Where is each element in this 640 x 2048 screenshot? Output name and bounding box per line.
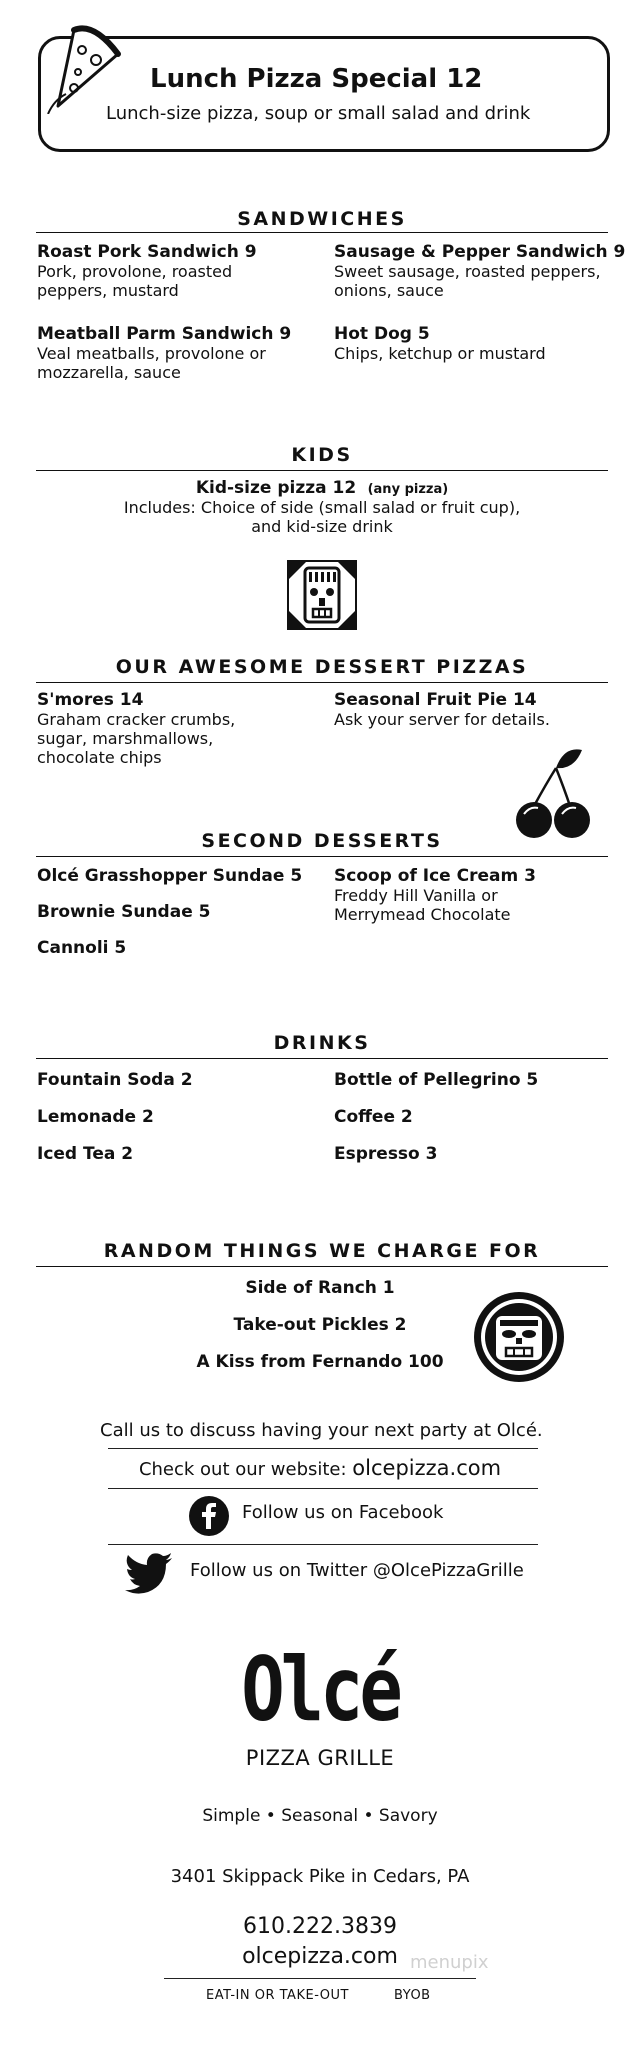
website-link-bottom[interactable]: olcepizza.com: [242, 1944, 398, 1969]
address: 3401 Skippack Pike in Cedars, PA: [170, 1866, 470, 1887]
watermark: menupix: [410, 1952, 489, 1973]
menu-item: [334, 242, 625, 300]
menu-item: [37, 690, 235, 767]
item-desc: onions, sauce: [334, 281, 444, 300]
item-desc: Veal meatballs, provolone or: [37, 344, 266, 363]
item-name: Seasonal Fruit Pie 14: [334, 690, 537, 710]
item-name: S'mores 14: [37, 690, 144, 710]
menu-item: [334, 324, 546, 363]
dessert-pizzas-divider: [36, 682, 608, 683]
mask-medallion-icon: [472, 1290, 566, 1384]
tagline: Simple • Seasonal • Savory: [202, 1806, 438, 1826]
brand-logo: Olcé: [241, 1638, 399, 1741]
kids-divider: [36, 470, 608, 471]
brand-subtitle: PIZZA GRILLE: [245, 1746, 395, 1770]
twitter-text[interactable]: Follow us on Twitter @OlcePizzaGrille: [190, 1560, 524, 1581]
second-desserts-heading: SECOND DESSERTS: [201, 830, 443, 852]
website-prefix: Check out our website:: [138, 1459, 353, 1480]
kids-heading: KIDS: [291, 444, 353, 466]
item-desc: sugar, marshmallows,: [37, 729, 214, 748]
eat-in-text: EAT-IN OR TAKE-OUT: [206, 1988, 349, 2003]
item-desc: Ask your server for details.: [334, 710, 550, 729]
item-name: Espresso 3: [334, 1144, 438, 1164]
item-desc: mozzarella, sauce: [37, 363, 181, 382]
item-name: Bottle of Pellegrino 5: [334, 1070, 539, 1090]
random-divider: [36, 1266, 608, 1267]
item-desc: Freddy Hill Vanilla or: [334, 886, 498, 905]
item-name: Brownie Sundae 5: [37, 902, 211, 922]
footer-divider: [108, 1488, 538, 1489]
menu-item: [334, 690, 550, 729]
item-name: Olcé Grasshopper Sundae 5: [37, 866, 303, 886]
drinks-heading: DRINKS: [273, 1032, 371, 1054]
dessert-pizzas-heading: OUR AWESOME DESSERT PIZZAS: [115, 656, 529, 678]
menu-item: [37, 324, 291, 382]
byob-text: BYOB: [394, 1988, 431, 2003]
item-name: A Kiss from Fernando 100: [196, 1352, 444, 1372]
website-link[interactable]: olcepizza.com: [352, 1456, 502, 1480]
pizza-slice-icon: [44, 22, 126, 114]
facebook-icon[interactable]: [188, 1495, 230, 1537]
item-desc: Pork, provolone, roasted: [37, 262, 233, 281]
item-desc: chocolate chips: [37, 748, 162, 767]
item-desc: peppers, mustard: [37, 281, 179, 300]
footer-divider: [164, 1978, 476, 1979]
drinks-divider: [36, 1058, 608, 1059]
menu-item: [334, 866, 536, 924]
phone-number[interactable]: 610.222.3839: [243, 1914, 397, 1939]
item-desc: Graham cracker crumbs,: [37, 710, 236, 729]
kids-item: [36, 478, 608, 536]
sandwiches-divider: [36, 232, 608, 233]
item-name: Cannoli 5: [37, 938, 127, 958]
twitter-icon[interactable]: [124, 1552, 174, 1594]
sandwiches-heading: SANDWICHES: [237, 208, 407, 230]
item-note: (any pizza): [367, 482, 449, 497]
item-name: Lemonade 2: [37, 1107, 154, 1127]
item-name: Scoop of Ice Cream 3: [334, 866, 536, 886]
item-name: Kid-size pizza 12: [195, 478, 357, 498]
menu-item: [37, 242, 257, 300]
website-line: [100, 1456, 540, 1480]
item-desc: Sweet sausage, roasted peppers,: [334, 262, 601, 281]
item-name: Side of Ranch 1: [245, 1278, 395, 1298]
item-name: Meatball Parm Sandwich 9: [37, 324, 292, 344]
item-name: Sausage & Pepper Sandwich 9: [334, 242, 626, 262]
item-name: Iced Tea 2: [37, 1144, 134, 1164]
item-desc: and kid-size drink: [251, 517, 393, 536]
item-desc: Chips, ketchup or mustard: [334, 344, 546, 363]
item-name: Take-out Pickles 2: [233, 1315, 407, 1335]
footer-divider: [108, 1448, 538, 1449]
footer-divider: [108, 1544, 538, 1545]
item-name: Hot Dog 5: [334, 324, 430, 344]
cherries-icon: [512, 744, 596, 840]
second-desserts-divider: [36, 856, 608, 857]
facebook-text[interactable]: Follow us on Facebook: [242, 1502, 444, 1523]
lunch-special-title: Lunch Pizza Special 12: [150, 64, 483, 94]
item-desc: Includes: Choice of side (small salad or fruit cup),: [123, 498, 521, 517]
item-desc: Merrymead Chocolate: [334, 905, 511, 924]
random-heading: RANDOM THINGS WE CHARGE FOR: [103, 1240, 541, 1262]
party-text: Call us to discuss having your next party at Olcé.: [100, 1420, 543, 1441]
tribal-face-icon: [287, 560, 357, 630]
item-name: Fountain Soda 2: [37, 1070, 193, 1090]
lunch-special-subtitle: Lunch-size pizza, soup or small salad and drink: [106, 103, 531, 124]
item-name: Roast Pork Sandwich 9: [37, 242, 257, 262]
item-name: Coffee 2: [334, 1107, 413, 1127]
